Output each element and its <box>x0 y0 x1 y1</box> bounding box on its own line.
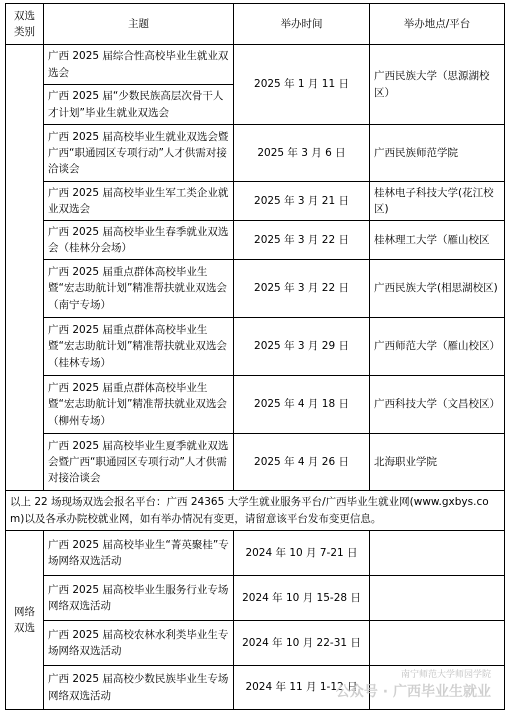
event-venue: 广西科技大学（文昌校区） <box>370 376 505 434</box>
registration-note: 以上 22 场现场双选会报名平台：广西 24365 大学生就业服务平台/广西毕业生就业网(www.gxbys.com)以及各承办院校就业网，如有举办情况有变更，请留意该平台发布变更信息。 <box>6 491 505 531</box>
table-row <box>6 318 505 376</box>
event-venue: 广西民族师范学院 <box>370 125 505 182</box>
event-topic: 广西 2025 届高校毕业生军工类企业就业双选会 <box>44 182 234 221</box>
event-date: 2024 年 10 月 7-21 日 <box>234 531 370 576</box>
table-row <box>6 125 505 182</box>
event-topic: 广西 2025 届高校毕业生“菁英聚桂”专场网络双选活动 <box>44 531 234 576</box>
event-date: 2025 年 4 月 18 日 <box>234 376 370 434</box>
event-topic: 广西 2025 届重点群体高校毕业生暨“宏志助航计划”精准帮扶就业双选会（柳州专场） <box>44 376 234 434</box>
event-venue: 广西师范大学（雁山校区） <box>370 318 505 376</box>
event-date: 2025 年 3 月 22 日 <box>234 221 370 260</box>
onsite-category-cell <box>6 45 44 491</box>
header-time: 举办时间 <box>234 4 370 45</box>
event-venue <box>370 576 505 621</box>
event-topic: 广西 2025 届重点群体高校毕业生暨“宏志助航计划”精准帮扶就业双选会（南宁专场） <box>44 260 234 318</box>
table-row <box>6 621 505 666</box>
online-category-cell: 网络双选 <box>6 531 44 710</box>
event-venue: 广西民族大学(相思湖校区) <box>370 260 505 318</box>
event-topic: 广西 2025 届高校毕业生春季就业双选会（桂林分会场） <box>44 221 234 260</box>
table-row <box>6 376 505 434</box>
table-row <box>6 221 505 260</box>
event-date: 2025 年 3 月 22 日 <box>234 260 370 318</box>
registration-note-row <box>6 491 505 531</box>
table-row <box>6 260 505 318</box>
event-topic: 广西 2025 届高校毕业生夏季就业双选会暨广西“职通园区专项行动”人才供需对接洽谈会 <box>44 434 234 491</box>
event-topic: 广西 2025 届重点群体高校毕业生暨“宏志助航计划”精准帮扶就业双选会（桂林专场） <box>44 318 234 376</box>
event-date: 2024 年 11 月 1-12 日 <box>234 666 370 710</box>
event-venue <box>370 621 505 666</box>
event-venue: 广西民族大学（思源湖校区） <box>370 45 505 125</box>
event-venue: 北海职业学院 <box>370 434 505 491</box>
table-header-row <box>6 4 505 45</box>
event-venue: 桂林电子科技大学(花江校区) <box>370 182 505 221</box>
watermark-subtitle: 南宁师范大学师园学院 <box>400 670 491 681</box>
event-date: 2024 年 10 月 15-28 日 <box>234 576 370 621</box>
event-topic: 广西 2025 届高校毕业生就业双选会暨广西“职通园区专项行动”人才供需对接洽谈会 <box>44 125 234 182</box>
table-row <box>6 576 505 621</box>
watermark-title: 公众号 · 广西毕业生就业 <box>335 684 491 701</box>
event-topic: 广西 2025 届高校农林水利类毕业生专场网络双选活动 <box>44 621 234 666</box>
table-row <box>6 434 505 491</box>
header-topic: 主题 <box>44 4 234 45</box>
event-date: 2024 年 10 月 22-31 日 <box>234 621 370 666</box>
header-venue: 举办地点/平台 <box>370 4 505 45</box>
header-category: 双选类别 <box>6 4 44 45</box>
schedule-table <box>5 3 505 710</box>
table-row <box>6 182 505 221</box>
event-venue <box>370 531 505 576</box>
event-date: 2025 年 4 月 26 日 <box>234 434 370 491</box>
event-topic: 广西 2025 届高校毕业生服务行业专场网络双选活动 <box>44 576 234 621</box>
event-topic: 广西 2025 届高校少数民族毕业生专场网络双选活动 <box>44 666 234 710</box>
event-date: 2025 年 3 月 6 日 <box>234 125 370 182</box>
event-topic: 广西 2025 届综合性高校毕业生就业双选会 <box>44 45 234 85</box>
watermark <box>335 670 491 701</box>
event-date: 2025 年 3 月 21 日 <box>234 182 370 221</box>
event-venue: 桂林理工大学（雁山校区 <box>370 221 505 260</box>
table-row <box>6 45 505 85</box>
table-row <box>6 531 505 576</box>
event-date: 2025 年 1 月 11 日 <box>234 45 370 125</box>
event-date: 2025 年 3 月 29 日 <box>234 318 370 376</box>
event-topic: 广西 2025 届“少数民族高层次骨干人才计划”毕业生就业双选会 <box>44 85 234 125</box>
